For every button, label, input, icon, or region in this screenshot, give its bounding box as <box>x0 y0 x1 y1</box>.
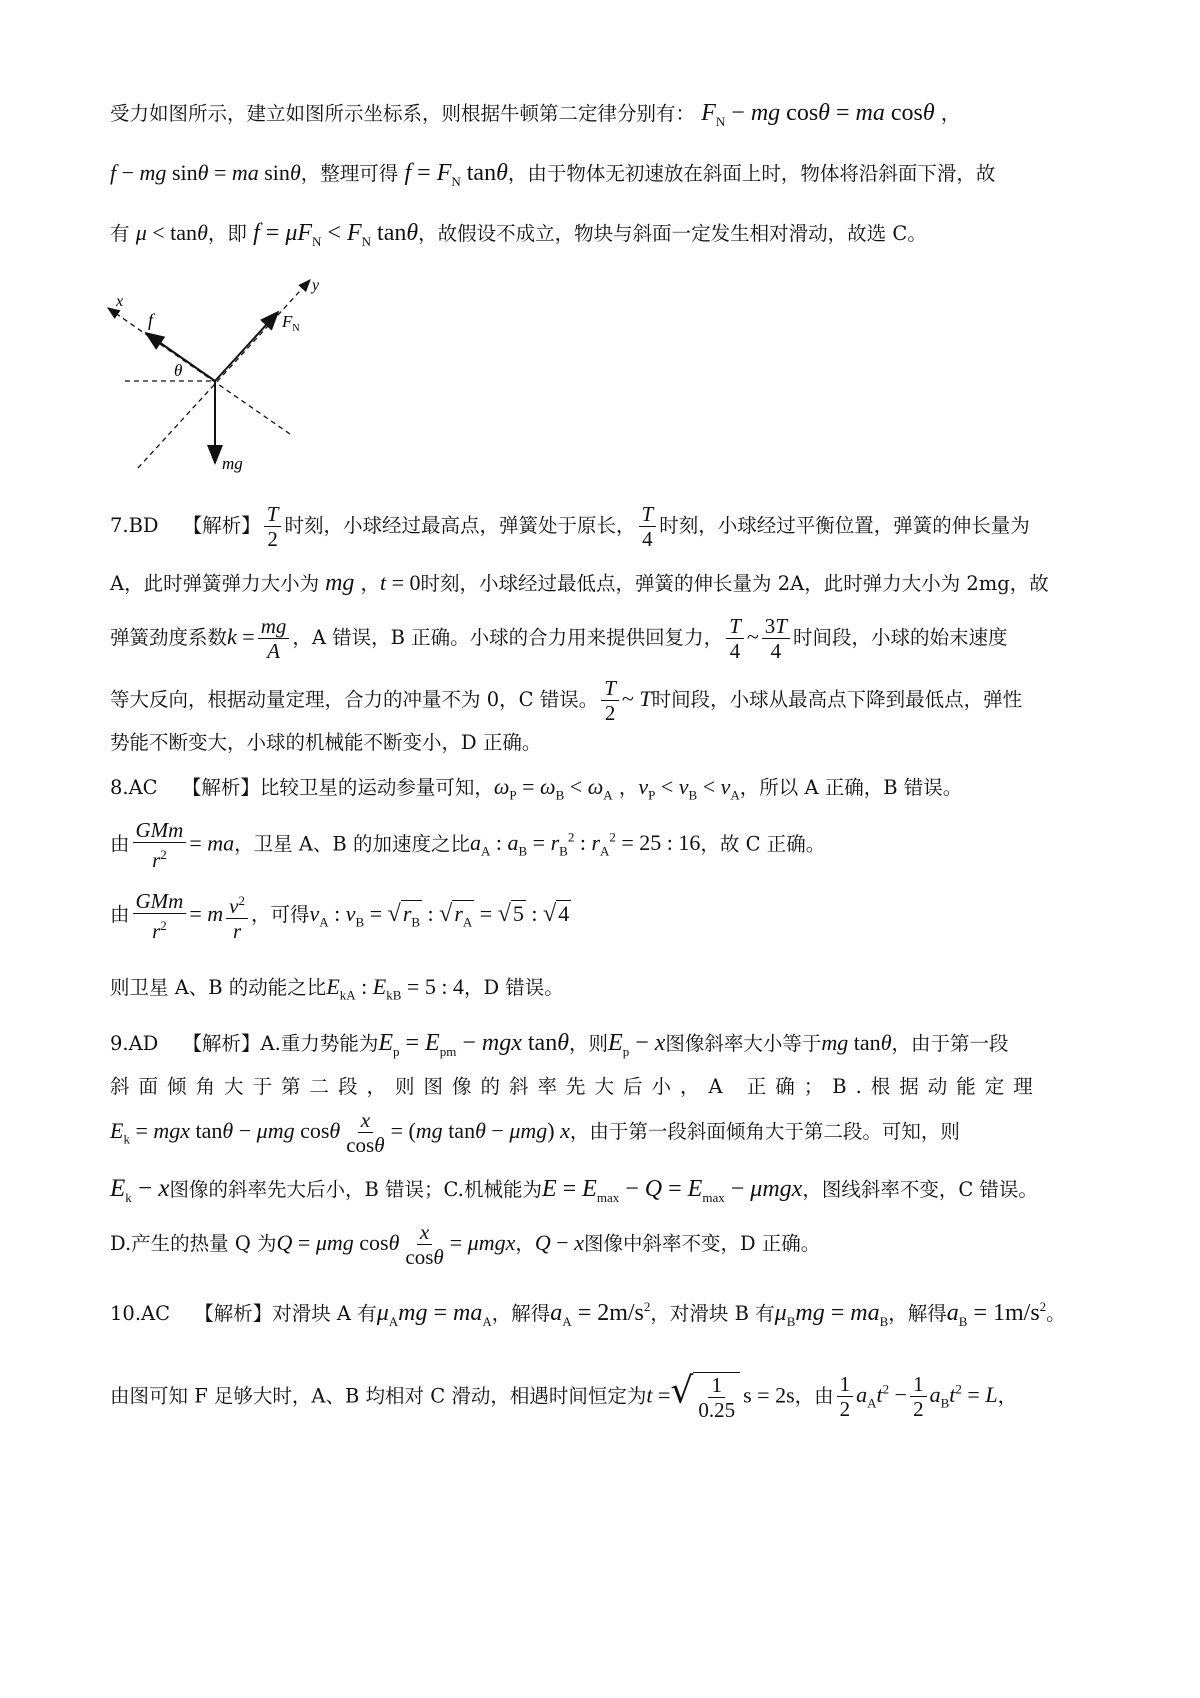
text-segment: 。 <box>1046 1302 1066 1325</box>
text-segment: ，所以 A 正确，B 错误。 <box>739 776 963 799</box>
text-segment: ，由于第一段 <box>891 1032 1009 1055</box>
answer-label: 9.AD <box>110 1032 159 1055</box>
text-segment: ， <box>360 572 380 595</box>
fraction: $\frac{1}{2}$ <box>837 1372 854 1421</box>
fraction: $\frac{v^2}{r}$ <box>226 889 248 943</box>
text-segment: 由 <box>110 903 130 926</box>
fraction: $\frac{\text{GMm}}{r^2}$ <box>133 889 187 943</box>
text-line <box>110 888 1100 948</box>
text-segment: D.产生的热量 Q 为 <box>110 1232 277 1255</box>
math-formula: = (mg tanθ − μmg) x <box>390 1118 570 1143</box>
text-line <box>110 614 1100 663</box>
text-line: 由图可知 F 足够大时，A、B 均相对 C 滑动，相遇时间恒定为t =√ $\frac{1}{0.25}$ s = 2s，由 $\frac{1}{2}$ $a_At^2$ − $\frac{1}{2}$ $a_Bt^2 = L$， <box>110 1370 1018 1422</box>
text-segment: 由 <box>110 832 130 856</box>
math-formula: $E_k - x$ <box>110 1175 170 1205</box>
math-formula: $F_N$ − mg cosθ = ma cosθ <box>701 100 935 129</box>
math-formula: $a_Bt^2 = L$ <box>929 1382 998 1411</box>
text-segment: ，整理可得 <box>300 162 399 185</box>
fraction: $\frac{x}{\cos\theta}$ <box>346 1108 385 1157</box>
fraction: $\frac{T}{2}$ <box>264 502 282 551</box>
text-segment: ，D 错误。 <box>463 976 564 999</box>
text-segment: 弹簧劲度系数 <box>110 626 228 649</box>
x-axis-label: x <box>116 293 124 310</box>
text-segment: ，由 <box>794 1384 834 1408</box>
math-formula: = μmgx <box>449 1230 516 1255</box>
text-line <box>110 1108 1100 1162</box>
math-formula: $E_p - x$ <box>608 1030 666 1059</box>
text-segment: ，解得 <box>491 1302 551 1325</box>
math-formula: $\mu_Bmg = ma_B$ <box>774 1300 889 1329</box>
text-segment: ，卫星 A、B 的加速度之比 <box>234 832 470 856</box>
text-segment: 图像的斜率先大后小，B 错误；C.机械能为 <box>169 1178 542 1201</box>
math-formula: $\mu_Amg = ma_A$ <box>376 1300 492 1329</box>
text-segment: 时间段，小球的始末速度 <box>792 626 1008 649</box>
math-formula: $a_A$ : $a_B = r_B^2$ : $r_A^2 = 25$ : 16 <box>469 830 701 859</box>
text-line <box>110 1220 1100 1269</box>
math-formula: $v_A$ : $v_B = √r_B$ : $√r_A = √5$ : √4 <box>309 901 570 930</box>
text-segment: ，A 错误，B 正确。小球的合力用来提供回复力， <box>292 626 724 649</box>
text-line <box>110 728 1100 758</box>
math-formula: $E = E_{max} - Q = E_{max} - \mu mgx$ <box>541 1176 803 1205</box>
text-segment: 比较卫星的运动参量可知， <box>259 776 494 799</box>
text-segment: 有 <box>110 222 130 245</box>
text-segment: 由图可知 F 足够大时，A、B 均相对 C 滑动，相遇时间恒定为 <box>110 1384 647 1408</box>
answer-10-line <box>110 1292 1100 1337</box>
text-segment: 图像中斜率不变，D 正确。 <box>583 1232 821 1255</box>
text-line <box>110 218 1100 257</box>
fraction: $\frac{\text{GMm}}{r^2}$ <box>133 818 187 872</box>
math-formula: mg <box>319 570 361 596</box>
math-formula: $E_p = E_{pm}$ − mgx tanθ <box>378 1030 569 1059</box>
text-segment: ，故 C 正确。 <box>700 832 826 856</box>
y-axis-dashed <box>138 280 310 468</box>
text-segment: 势能不断变大，小球的机械能不断变小，D 正确。 <box>110 731 542 754</box>
answer-label: 10.AC <box>110 1302 171 1325</box>
fraction: $\frac{3T}{4}$ <box>762 614 790 663</box>
text-segment: ，对滑块 B 有 <box>650 1302 775 1325</box>
answer-label: 8.AC <box>110 776 158 799</box>
answer-label: 7.BD <box>110 514 159 537</box>
answer-8-line: 8.AC 【解析】比较卫星的运动参量可知，$\omega_P = \omega_B < \omega_A$ ，$v_P < v_B < v_A$，所以 A 正确，B 错误。 <box>110 774 963 803</box>
math-formula: $a_B = 1m/s^2$ <box>946 1299 1047 1329</box>
normal-force-arrow <box>215 312 278 381</box>
math-formula: $f = F_N$ tanθ <box>404 160 508 189</box>
math-formula: f − mg sinθ = ma sinθ <box>110 160 301 185</box>
text-segment: 等大反向，根据动量定理，合力的冲量不为 0，C 错误。 <box>110 688 599 711</box>
math-formula: ~ <box>746 624 759 649</box>
math-formula: μ < tanθ <box>135 220 208 245</box>
text-segment: 受力如图所示，建立如图所示坐标系，则根据牛顿第二定律分别有： <box>110 102 696 125</box>
math-formula: $\omega_P = \omega_B < \omega_A$ <box>493 774 613 803</box>
math-formula: Q = μmg cosθ <box>276 1230 400 1255</box>
text-line <box>110 814 1100 876</box>
text-segment: ，由于物体无初速放在斜面上时，物体将沿斜面下滑，故 <box>507 162 996 185</box>
math-formula: = ma <box>189 830 235 856</box>
angle-label: θ <box>174 361 183 380</box>
text-segment: ，解得 <box>888 1302 947 1325</box>
fraction: $\frac{T}{2}$ <box>601 676 619 725</box>
text-segment: ，可得 <box>250 903 310 926</box>
math-formula: ~ T <box>621 686 652 711</box>
text-segment: ，则 <box>569 1032 609 1055</box>
analysis-tag: 【解析】 <box>182 514 261 537</box>
fraction: $\frac{x}{\cos\theta}$ <box>405 1220 444 1269</box>
text-segment: 图像斜率大小等于 <box>665 1032 822 1055</box>
text-segment: 斜面倾角大于第二段，则图像的斜率先大后小，A 正确；B.根据动能定理 <box>110 1075 1042 1098</box>
math-formula: = m <box>189 901 224 926</box>
text-segment: A.重力势能为 <box>260 1032 379 1055</box>
text-segment: 时刻，小球经过最低点，弹簧的伸长量为 2A，此时弹力大小为 2mg，故 <box>420 572 1049 595</box>
text-segment: ，故假设不成立，物块与斜面一定发生相对滑动，故选 C。 <box>418 222 927 245</box>
math-formula: t = 0 <box>379 570 421 595</box>
text-segment: ， <box>515 1232 535 1255</box>
fraction: $\frac{T}{4}$ <box>639 502 657 551</box>
math-formula: $a_A = 2m/s^2$ <box>550 1299 651 1329</box>
friction-label: f <box>148 310 154 330</box>
math-formula: $E_k$ = mgx tanθ − μmg cosθ <box>110 1118 341 1147</box>
text-segment: ，即 <box>207 222 247 245</box>
analysis-tag: 【解析】 <box>194 1302 273 1325</box>
analysis-tag: 【解析】 <box>181 776 260 799</box>
answer-7-line <box>110 502 1100 551</box>
text-line <box>110 1174 1100 1213</box>
text-segment: 则卫星 A、B 的动能之比 <box>110 976 327 999</box>
text-segment: ， <box>997 1384 1018 1408</box>
text-segment: 时刻，小球经过平衡位置，弹簧的伸长量为 <box>659 514 1030 537</box>
math-formula: $a_At^2$ − <box>856 1382 908 1411</box>
math-formula: Q − x <box>534 1230 584 1255</box>
text-line <box>110 1072 1100 1102</box>
answer-9-line <box>110 1028 1100 1067</box>
text-line <box>110 158 1100 197</box>
text-line <box>110 568 1100 599</box>
text-segment: 对滑块 A 有 <box>272 1302 377 1325</box>
math-formula: s = 2s <box>743 1382 795 1408</box>
math-formula: k = <box>227 624 255 649</box>
text-segment: 时间段，小球从最高点下降到最低点，弹性 <box>651 688 1023 711</box>
text-segment: 时刻，小球经过最高点，弹簧处于原长， <box>284 514 636 537</box>
force-diagram <box>100 270 340 485</box>
text-segment: ，由于第一段斜面倾角大于第二段。可知，则 <box>569 1120 960 1143</box>
fraction: $\frac{1}{0.25}$ <box>693 1372 740 1422</box>
math-formula: mg tanθ <box>821 1030 892 1055</box>
fraction: $\frac{T}{4}$ <box>726 614 744 663</box>
math-formula: $f = \mu F_N < F_N$ tanθ <box>253 220 419 249</box>
text-line: 受力如图所示，建立如图所示坐标系，则根据牛顿第二定律分别有： $F_N$ − mg cosθ = ma cosθ ， <box>110 100 961 129</box>
gravity-label: mg <box>222 454 243 473</box>
math-formula: $v_P < v_B < v_A$ <box>638 774 740 803</box>
text-line <box>110 676 1100 725</box>
math-formula: $E_{kA}$ : $E_{kB} = 5$ : 4 <box>326 974 464 1003</box>
text-segment: ，图线斜率不变，C 错误。 <box>802 1178 1038 1201</box>
y-axis-label: y <box>312 277 320 294</box>
fraction: $\frac{1}{2}$ <box>910 1372 927 1421</box>
text-segment: A，此时弹簧弹力大小为 <box>110 572 320 595</box>
text-line <box>110 972 1100 1010</box>
analysis-tag: 【解析】 <box>182 1032 261 1055</box>
fraction: $\frac{mg}{A}$ <box>258 614 290 663</box>
math-formula: t = <box>646 1382 671 1408</box>
normal-force-label: $F_N$ <box>282 312 300 334</box>
